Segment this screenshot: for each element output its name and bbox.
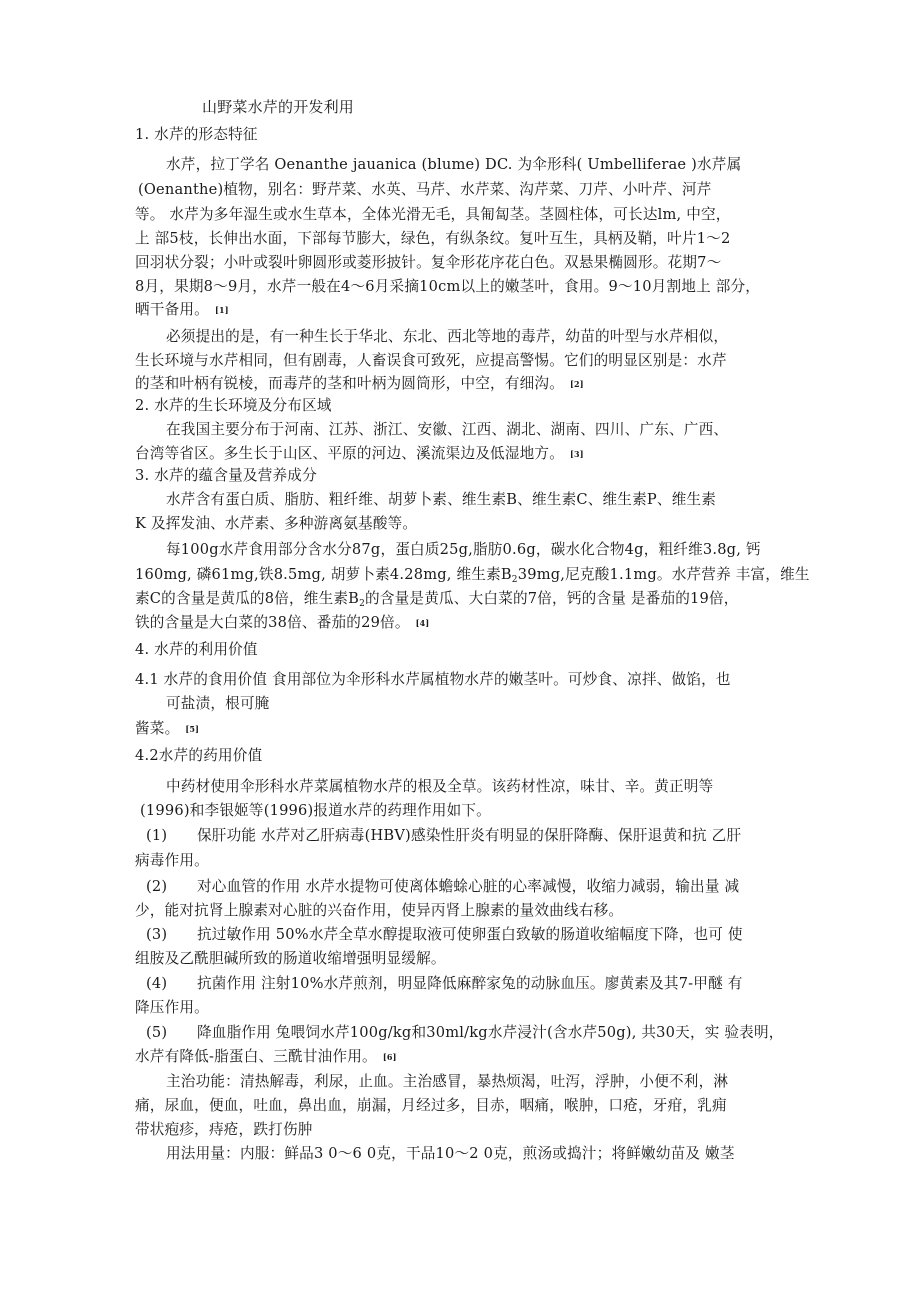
list-item-number: (4) [146, 975, 168, 992]
paragraph-line: 带状疱疹，痔疮，跌打伤肿 [135, 1121, 313, 1138]
list-item-line: 病毒作用。 [135, 852, 209, 869]
citation-2[interactable]: [2] [570, 379, 584, 389]
paragraph-text: 的茎和叶柄有锐棱，而毒芹的茎和叶柄为圆筒形，中空，有细沟。 [135, 375, 565, 392]
paragraph-line: 每100g水芹食用部分含水分87g，蛋白质25g,脂肪0.6g，碳水化合物4g，粗纤维3.8g, 钙 [166, 541, 761, 558]
list-item-number: (3) [146, 926, 168, 943]
list-item-number: (2) [146, 878, 168, 895]
paragraph-line: 中药材使用伞形科水芹菜属植物水芹的根及全草。该药材性凉，味甘、辛。黄正明等 [166, 778, 714, 795]
paragraph-line: 必须提出的是，有一种生长于华北、东北、西北等地的毒芹，幼苗的叶型与水芹相似， [166, 328, 729, 345]
paragraph-line: 生长环境与水芹相同，但有剧毒，人畜误食可致死，应提高警惕。它们的明显区别是：水芹 [135, 352, 727, 369]
list-item-number: (1) [146, 827, 168, 844]
paragraph-line: 水芹，拉丁学名 Oenanthe jauanica (blume) DC. 为伞形科( Umbelliferae )水芹属 [166, 156, 742, 173]
citation-4[interactable]: [4] [415, 618, 430, 628]
subsection-4-1-line: 4.1 水芹的食用价值 食用部位为伞形科水芹属植物水芹的嫩茎叶。可炒食、凉拌、做馅，也 [135, 671, 731, 688]
section-4-heading: 4. 水芹的利用价值 [135, 641, 258, 658]
paragraph-text: 39mg,尼克酸1.1mg。水芹营养 丰富，维生 [517, 566, 810, 583]
citation-6[interactable]: [6] [382, 1052, 397, 1062]
list-item-line: 保肝功能 水芹对乙肝病毒(HBV)感染性肝炎有明显的保肝降酶、保肝退黄和抗 乙肝 [197, 827, 742, 844]
paragraph-line [135, 565, 810, 585]
list-item-number: (5) [146, 1024, 168, 1041]
citation-1[interactable]: [1] [214, 305, 229, 315]
paragraph-line: 用法用量：内服：鲜品3 0〜6 0克，干品10〜2 0克，煎汤或捣汁；将鲜嫩幼苗及 嫩茎 [166, 1145, 735, 1162]
subscript: 2 [359, 599, 366, 609]
paragraph-line: 在我国主要分布于河南、江苏、浙江、安徽、江西、湖北、湖南、四川、广东、广西、 [166, 421, 729, 438]
list-item-line: 对心血管的作用 水芹水提物可使离体蟾蜍心脏的心率减慢，收缩力减弱，输出量 减 [197, 878, 740, 895]
paragraph-line: (Oenanthe)植物，别名：野芹菜、水英、马芹、水芹菜、沟芹菜、刀芹、小叶芹、河芹 [138, 181, 712, 198]
paragraph-line [135, 300, 229, 320]
subsection-4-1-line: 可盐渍，根可腌 [166, 695, 270, 712]
citation-5[interactable]: [5] [185, 724, 200, 734]
paragraph-line: 上 部5枝，长伸出水面，下部每节膨大，绿色，有纵条纹。复叶互生，具柄及鞘，叶片1〜2 [135, 230, 731, 247]
paragraph-line: 8月，果期8〜9月，水芹一般在4〜6月采摘10cm以上的嫩茎叶，食用。9〜10月割地上 部分， [135, 278, 761, 295]
subsection-4-1-line [135, 719, 199, 739]
paragraph-line: 回羽状分裂；小叶或裂叶卵圆形或菱形披针。复伞形花序花白色。双悬果椭圆形。花期7〜 [135, 254, 722, 271]
list-item-line: 降血脂作用 兔喂饲水芹100g/kg和30ml/kg水芹浸汁(含水芹50g), 共30天，实 验表明， [197, 1024, 784, 1041]
list-item-line: 抗过敏作用 50%水芹全草水醇提取液可使卵蛋白致敏的肠道收缩幅度下降，也可 使 [197, 926, 743, 943]
subsection-4-2-heading: 4.2水芹的药用价值 [135, 747, 263, 764]
document-title: 山野菜水芹的开发利用 [202, 98, 355, 116]
list-item-line: 少，能对抗肾上腺素对心脏的兴奋作用，使异丙肾上腺素的量效曲线右移。 [135, 902, 624, 919]
paragraph-text: 160mg, 磷61mg,铁8.5mg, 胡萝卜素4.28mg, 维生素B [135, 566, 512, 583]
paragraph-line: K 及挥发油、水芹素、多种游离氨基酸等。 [135, 515, 418, 532]
paragraph-text: 台湾等省区。多生长于山区、平原的河边、溪流渠边及低湿地方。 [135, 445, 565, 462]
subscript: 2 [511, 575, 518, 585]
paragraph-line [135, 589, 739, 609]
paragraph-text: 晒干备用。 [135, 301, 209, 318]
list-item-line: 抗菌作用 注射10%水芹煎剂，明显降低麻醉家兔的动脉血压。廖黄素及其7-甲醚 有 [197, 975, 743, 992]
paragraph-line [135, 374, 584, 394]
paragraph-text: 素C的含量是黄瓜的8倍，维生素B [135, 590, 360, 607]
citation-3[interactable]: [3] [570, 449, 584, 459]
paragraph-line: 主治功能：清热解毒，利尿，止血。主治感冒，暴热烦渴，吐泻，浮肿，小便不利，淋 [166, 1073, 729, 1090]
section-3-heading: 3. 水芹的蕴含量及营养成分 [135, 467, 317, 484]
section-2-heading: 2. 水芹的生长环境及分布区域 [135, 397, 332, 414]
paragraph-line [135, 613, 429, 633]
list-item-line: 组胺及乙酰胆碱所致的肠道收缩增强明显缓解。 [135, 950, 446, 967]
paragraph-text: 铁的含量是大白菜的38倍、番茄的29倍。 [135, 614, 410, 631]
paragraph-text: 酱菜。 [135, 720, 180, 737]
paragraph-text: 的含量是黄瓜、大白菜的7倍，钙的含量 是番茄的19倍， [365, 590, 739, 607]
paragraph-text: 水芹有降低-脂蛋白、三酰甘油作用。 [135, 1048, 377, 1065]
paragraph-line: (1996)和李银姬等(1996)报道水芹的药理作用如下。 [140, 802, 491, 819]
list-item-line: 降压作用。 [135, 999, 209, 1016]
paragraph-line [135, 444, 584, 464]
list-item-line [135, 1047, 397, 1067]
paragraph-line: 痛，尿血，便血，吐血，鼻出血，崩漏，月经过多，目赤，咽痛，喉肿，口疮，牙疳，乳痈 [135, 1097, 727, 1114]
paragraph-line: 水芹含有蛋白质、脂肪、粗纤维、胡萝卜素、维生素B、维生素C、维生素P、维生素 [166, 491, 717, 508]
paragraph-line: 等。 水芹为多年湿生或水生草本，全体光滑无毛，具匍匐茎。茎圆柱体，可长达lm, 中空， [135, 206, 731, 223]
section-1-heading: 1. 水芹的形态特征 [135, 126, 258, 143]
